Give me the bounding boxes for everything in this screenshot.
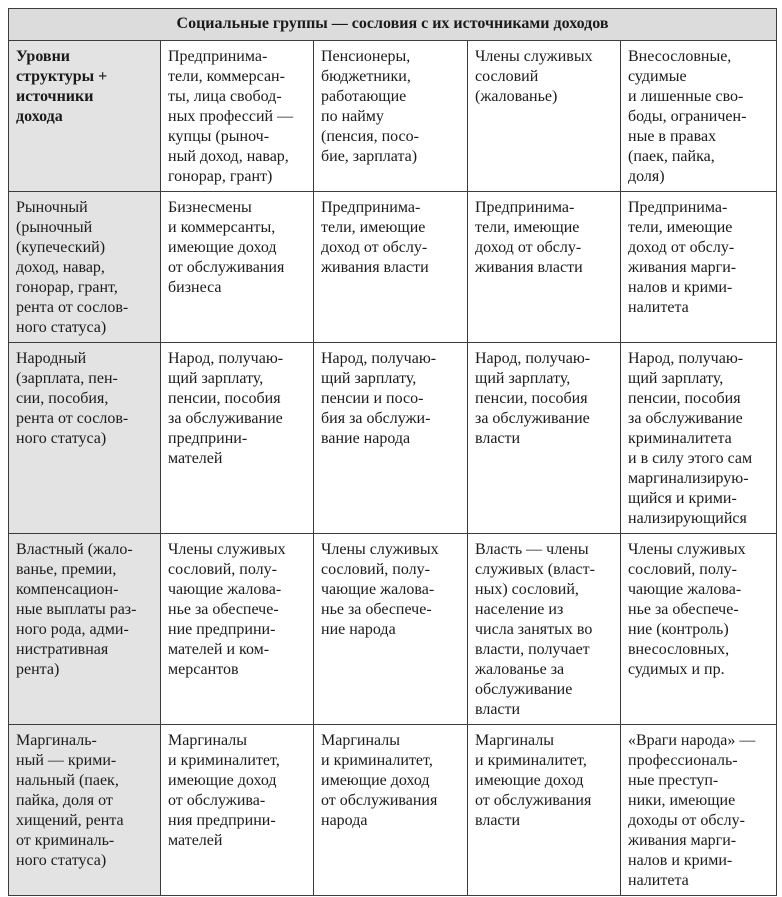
column-header-row (9, 41, 777, 192)
table-cell: Власть — члены служивых (власт- ных) сословий, население из числа занятых во власти, получает жалованье за обслуживание власти (468, 534, 621, 725)
table-cell: «Враги народа» — профессиональ- ные преступ- ники, имеющие доходы от обслу- живания марги- налов и крими- налитета (621, 725, 777, 896)
social-groups-table (8, 8, 777, 896)
table-cell: Члены служивых сословий, полу- чающие жалова- нье за обеспече- ние предприни- мателей и ком- мерсантов (161, 534, 314, 725)
table-row-market (9, 192, 777, 343)
table-cell: Маргиналы и криминалитет, имеющие доход от обслуживания народа (314, 725, 468, 896)
table-row-people (9, 343, 777, 534)
table-cell: Народ, получаю- щий зарплату, пенсии, пособия за обслуживание криминалитета и в силу этого сам маргинализирую- щийся и крими- нализирующийся (621, 343, 777, 534)
table-cell: Предпринима- тели, имеющие доход от обслу- живания власти (468, 192, 621, 343)
row-header-power: Властный (жало- ванье, премии, компенсацион- ные выплаты раз- ного рода, адми- нистративная рента) (9, 534, 161, 725)
table-cell: Народ, получаю- щий зарплату, пенсии, пособия за обслуживание предприни- мателей (161, 343, 314, 534)
column-header-entrepreneurs: Предпринима- тели, коммерсан- ты, лица свобод- ных профессий — купцы (рыноч- ный доход, навар, гонорар, грант) (161, 41, 314, 192)
title-row (9, 9, 777, 41)
table-cell: Члены служивых сословий, полу- чающие жалова- нье за обеспече- ние (контроль) внесословных, судимых и пр. (621, 534, 777, 725)
table-cell: Маргиналы и криминалитет, имеющие доход от обслуживания власти (468, 725, 621, 896)
row-header-market: Рыночный (рыночный (купеческий) доход, навар, гонорар, грант, рента от сослов- ного статуса) (9, 192, 161, 343)
row-header-marginal: Маргиналь- ный — крими- нальный (паек, пайка, доля от хищений, рента от криминаль- ного статуса) (9, 725, 161, 896)
table-cell: Бизнесмены и коммерсанты, имеющие доход от обслуживания бизнеса (161, 192, 314, 343)
table-cell: Предпринима- тели, имеющие доход от обслу- живания марги- налов и крими- налитета (621, 192, 777, 343)
column-header-outcasts: Внесословные, судимые и лишенные сво- боды, ограничен- ные в правах (паек, пайка, доля) (621, 41, 777, 192)
column-header-service-estates: Члены служивых сословий (жалованье) (468, 41, 621, 192)
table-row-power (9, 534, 777, 725)
table-cell: Маргиналы и криминалитет, имеющие доход от обслужива- ния предприни- мателей (161, 725, 314, 896)
table-title: Социальные группы — сословия с их источниками доходов (9, 9, 777, 41)
table-row-marginal (9, 725, 777, 896)
table-cell: Предпринима- тели, имеющие доход от обслу- живания власти (314, 192, 468, 343)
table-cell: Народ, получаю- щий зарплату, пенсии и посо- бия за обслужи- вание народа (314, 343, 468, 534)
column-header-pensioners: Пенсионеры, бюджетники, работающие по найму (пенсия, посо- бие, зарплата) (314, 41, 468, 192)
corner-header: Уровни структуры + источники дохода (9, 41, 161, 192)
row-header-people: Народный (зарплата, пен- сии, пособия, рента от сослов- ного статуса) (9, 343, 161, 534)
table-cell: Члены служивых сословий, полу- чающие жалова- нье за обеспече- ние народа (314, 534, 468, 725)
table-cell: Народ, получаю- щий зарплату, пенсии, пособия за обслуживание власти (468, 343, 621, 534)
